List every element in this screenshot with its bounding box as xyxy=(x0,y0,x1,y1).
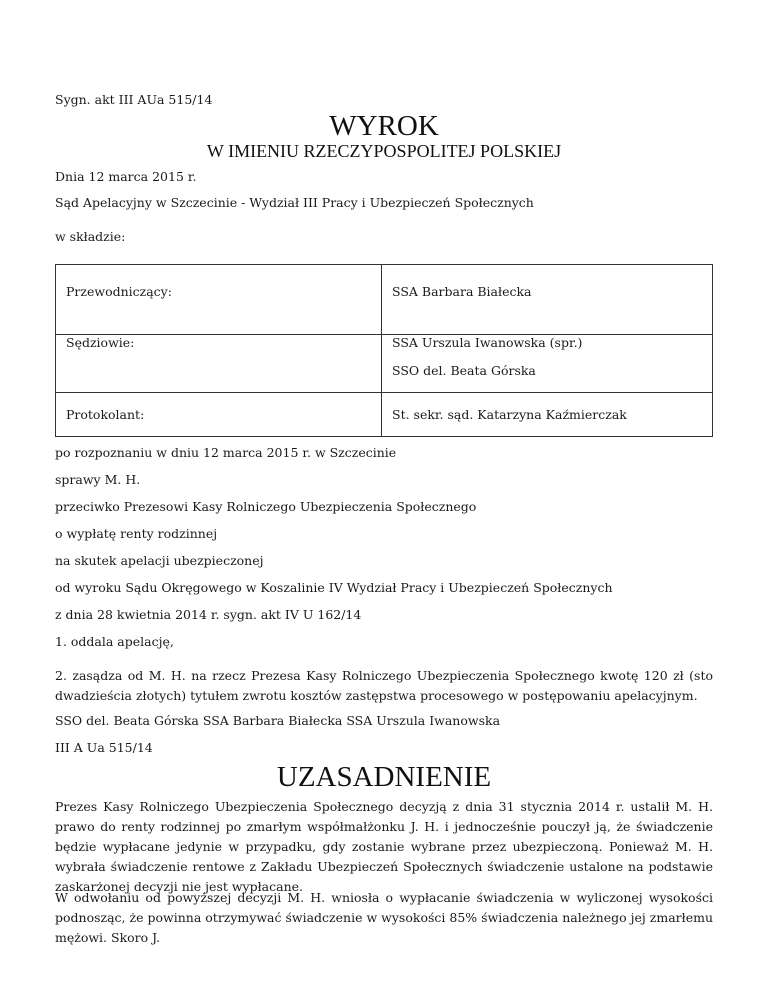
composition-row-judges xyxy=(56,335,713,393)
judge-1: SSA Urszula Iwanowska (spr.) xyxy=(392,335,583,350)
case-signature: Sygn. akt III AUa 515/14 xyxy=(55,92,213,107)
judgment-title: WYROK xyxy=(329,110,439,142)
proceedings-line-3: przeciwko Prezesowi Kasy Rolniczego Ubezpieczenia Społecznego xyxy=(55,499,477,514)
chair-value: SSA Barbara Białecka xyxy=(392,284,532,299)
court-name: Sąd Apelacyjny w Szczecinie - Wydział III Pracy i Ubezpieczeń Społecznych xyxy=(55,195,534,210)
composition-table xyxy=(55,264,713,437)
signatures: SSO del. Beata Górska SSA Barbara Białecka SSA Urszula Iwanowska xyxy=(55,713,501,728)
composition-row-chair xyxy=(56,265,713,335)
ruling-point-2: 2. zasądza od M. H. na rzecz Prezesa Kasy Rolniczego Ubezpieczenia Społecznego kwotę 120 zł (sto dwadzieścia złotych) tytułem zwrotu kosztów zastępstwa procesowego w postępowaniu apelacyjnym. xyxy=(55,668,713,703)
proceedings-line-2: sprawy M. H. xyxy=(55,472,141,487)
judgment-subtitle: W IMIENIU RZECZYPOSPOLITEJ POLSKIEJ xyxy=(206,141,562,161)
clerk-label: Protokolant: xyxy=(66,407,145,422)
judgment-date: Dnia 12 marca 2015 r. xyxy=(55,169,197,184)
judges-label: Sędziowie: xyxy=(66,335,135,350)
justification-title: UZASADNIENIE xyxy=(276,761,492,793)
composition-row-clerk xyxy=(56,393,713,437)
proceedings-line-1: po rozpoznaniu w dniu 12 marca 2015 r. w Szczecinie xyxy=(55,445,397,460)
ruling-point-1: 1. oddala apelację, xyxy=(55,634,174,649)
judge-2: SSO del. Beata Górska xyxy=(392,363,536,378)
case-reference: III A Ua 515/14 xyxy=(55,740,153,755)
chair-label: Przewodniczący: xyxy=(66,284,172,299)
justification-paragraph-2: W odwołaniu od powyższej decyzji M. H. wniosła o wypłacanie świadczenia w wyliczonej wysokości podnosząc, że powinna otrzymywać świadczenie w wysokości 85% świadczenia należnego jej zmarłemu mężowi. Skoro J. xyxy=(55,890,713,945)
proceedings-line-7: z dnia 28 kwietnia 2014 r. sygn. akt IV U 162/14 xyxy=(55,607,362,622)
proceedings-line-5: na skutek apelacji ubezpieczonej xyxy=(55,553,264,568)
composition-intro: w składzie: xyxy=(55,229,126,244)
clerk-value: St. sekr. sąd. Katarzyna Kaźmierczak xyxy=(392,407,627,422)
proceedings-line-4: o wypłatę renty rodzinnej xyxy=(55,526,218,541)
proceedings-line-6: od wyroku Sądu Okręgowego w Koszalinie IV Wydział Pracy i Ubezpieczeń Społecznych xyxy=(55,580,613,595)
justification-paragraph-1: Prezes Kasy Rolniczego Ubezpieczenia Społecznego decyzją z dnia 31 stycznia 2014 r. ustalił M. H. prawo do renty rodzinnej po zmarłym współmałżonku J. H. i jednocześnie pouczył ją, że świadczenie będzie wypłacane jedynie w przypadku, gdy zostanie wybrane przez ubezpieczoną. Ponieważ M. H. wybrała świadczenie rentowe z Zakładu Ubezpieczeń Społecznych świadczenie ustalone na podstawie zaskarżonej decyzji nie jest wypłacane. xyxy=(55,799,713,894)
